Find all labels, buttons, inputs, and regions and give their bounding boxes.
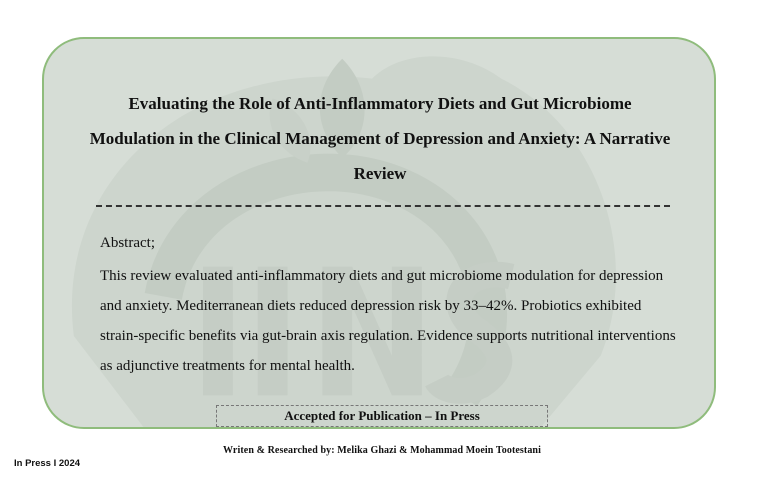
footer-label: In Press I 2024 [14, 458, 81, 469]
abstract-text: This review evaluated anti-inflammatory diets and gut microbiome modulation for depression and anxiety. Mediterranean diets reduced depression risk by 33–42%. Probiotics exhibited strain-specific benefits via gut-brain axis regulation. Evidence supports nutritional interventions as adjunctive treatments for mental health. [100, 268, 676, 374]
abstract-label: Abstract; [100, 235, 155, 251]
dashed-divider [96, 205, 670, 207]
authors-line: Writen & Researched by: Melika Ghazi & Mohammad Moein Tootestani [223, 445, 541, 456]
paper-title: Evaluating the Role of Anti-Inflammatory Diets and Gut Microbiome Modulation in the Clinical Management of Depression and Anxiety: A Narrative Review [89, 94, 671, 183]
publication-status-badge: Accepted for Publication – In Press [216, 405, 548, 427]
card-content [44, 39, 714, 427]
publication-card [42, 37, 716, 429]
